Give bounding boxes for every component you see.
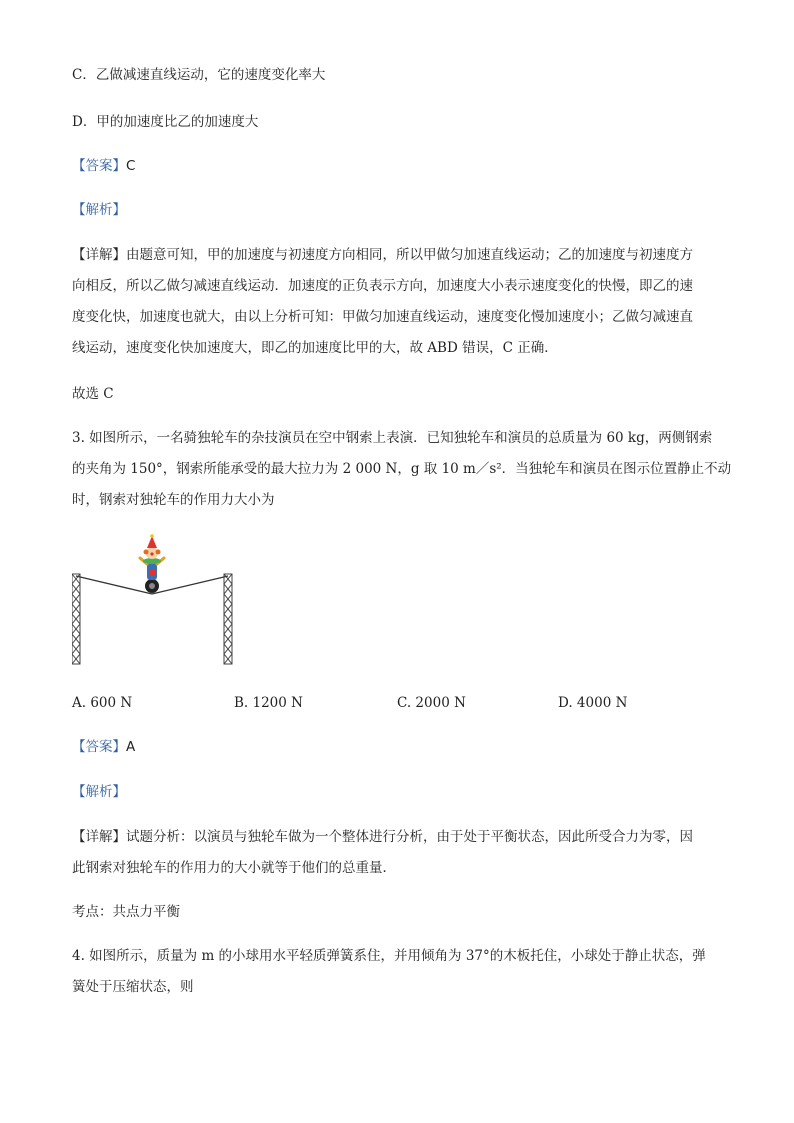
q3-detail-line-1: 【详解】试题分析：以演员与独轮车做为一个整体进行分析，由于处于平衡状态，因此所受合力为零，因: [72, 829, 693, 845]
q4-stem-line-1: 4. 如图所示，质量为 m 的小球用水平轻质弹簧系住，并用倾角为 37°的木板托住，小球处于静止状态，弹: [72, 948, 706, 964]
q3-option-c: C. 2000 N: [397, 695, 466, 711]
q4-stem-line-2: 簧处于压缩状态，则: [72, 979, 194, 995]
q2-detail-line-1: 【详解】由题意可知，甲的加速度与初速度方向相同，所以甲做匀加速直线运动；乙的加速度与初速度方: [72, 247, 693, 263]
q3-kaodian: 考点：共点力平衡: [72, 904, 180, 920]
q3-options: [72, 693, 722, 713]
q2-conclusion: 故选 C: [72, 386, 114, 402]
q2-detail-line-3: 度变化快，加速度也就大，由以上分析可知：甲做匀加速直线运动，速度变化慢加速度小；乙做匀减速直: [72, 309, 693, 325]
q3-stem-line-2: 的夹角为 150°，钢索所能承受的最大拉力为 2 000 N，g 取 10 m／s²．当独轮车和演员在图示位置静止不动: [72, 461, 732, 477]
q2-detail-line-2: 向相反，所以乙做匀减速直线运动．加速度的正负表示方向，加速度大小表示速度变化的快慢，即乙的速: [72, 278, 693, 294]
q3-stem-line-1: 3. 如图所示，一名骑独轮车的杂技演员在空中钢索上表演．已知独轮车和演员的总质量为 60 kg，两侧钢索: [72, 430, 713, 446]
answer-label: 【答案】: [72, 158, 126, 174]
q3-option-a: A. 600 N: [72, 695, 133, 711]
q3-analysis-label: 【解析】: [72, 784, 126, 800]
q2-analysis-label: 【解析】: [72, 202, 126, 218]
q2-answer: [72, 156, 135, 176]
q2-option-c: C．乙做减速直线运动，它的速度变化率大: [72, 67, 326, 83]
unicycle-on-tightrope-icon: [72, 534, 242, 669]
q2-detail-line-4: 线运动，速度变化快加速度大，即乙的加速度比甲的大，故 ABD 错误，C 正确．: [72, 340, 558, 356]
answer-value: A: [126, 739, 136, 755]
q3-stem-line-3: 时，钢索对独轮车的作用力大小为: [72, 492, 275, 508]
answer-label: 【答案】: [72, 739, 126, 755]
q2-option-d: D．甲的加速度比乙的加速度大: [72, 114, 259, 130]
q3-option-b: B. 1200 N: [234, 695, 303, 711]
q3-answer: [72, 737, 135, 757]
q3-detail-line-2: 此钢索对独轮车的作用力的大小就等于他们的总重量．: [72, 860, 396, 876]
q3-option-d: D. 4000 N: [558, 695, 628, 711]
answer-value: C: [126, 158, 136, 174]
